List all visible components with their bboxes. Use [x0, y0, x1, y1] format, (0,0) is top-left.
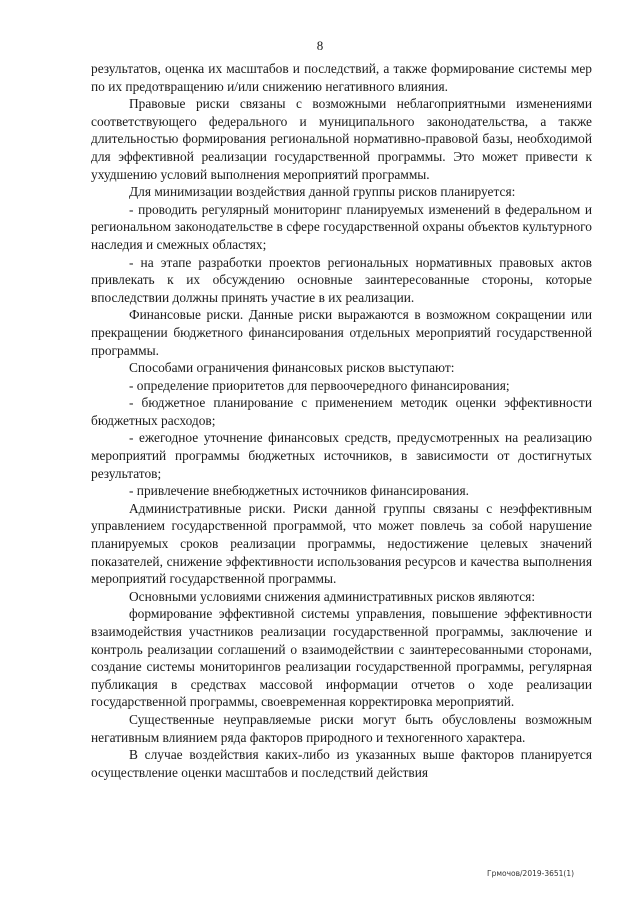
paragraph: Способами ограничения финансовых рисков выступают:: [129, 360, 455, 376]
paragraph: Финансовые риски. Данные риски выражаются в возможном сокращении или прекращении бюджетного финансирования отдельных мероприятий государственной программы.: [91, 307, 592, 358]
list-item: - бюджетное планирование с применением методик оценки эффективности бюджетных расходов;: [91, 395, 592, 428]
paragraph: Правовые риски связаны с возможными неблагоприятными изменениями соответствующего федерального и муниципального законодательства, а также длительностью формирования региональной нормативно-правовой базы, необходимой для эффективной реализации государственной программы. Это может привести к ухудшению условий выполнения мероприятий программы.: [91, 96, 592, 182]
document-body: [91, 60, 592, 781]
list-item: - проводить регулярный мониторинг планируемых изменений в федеральном и региональном законодательстве в сфере государственной охраны объектов культурного наследия и смежных областях;: [91, 201, 592, 252]
paragraph: Административные риски. Риски данной группы связаны с неэффективным управлением государственной программой, что может повлечь за собой нарушение планируемых сроков реализации программы, недостижение целевых значений показателей, снижение эффективности использования ресурсов и качества выполнения мероприятий государственной программы.: [91, 500, 592, 587]
list-item: - определение приоритетов для первоочередного финансирования;: [129, 377, 510, 393]
list-item: - на этапе разработки проектов региональных нормативных правовых актов привлекать к их обсуждению основные заинтересованные стороны, которые впоследствии должны принять участие в их реализации.: [91, 254, 592, 305]
list-item: - привлечение внебюджетных источников финансирования.: [129, 483, 469, 499]
paragraph: Основными условиями снижения административных рисков являются:: [129, 588, 536, 604]
page-number: 8: [316, 38, 324, 53]
paragraph: В случае воздействия каких-либо из указанных выше факторов планируется осуществление оценки масштабов и последствий действия: [91, 747, 592, 780]
list-item: - ежегодное уточнение финансовых средств, предусмотренных на реализацию мероприятий программы бюджетных источников, в зависимости от достигнутых результатов;: [91, 430, 592, 481]
paragraph: формирование эффективной системы управления, повышение эффективности взаимодействия участников реализации государственной программы, заключение и контроль реализации соглашений о взаимодействии с заинтересованными сторонами, создание системы мониторингов реализации государственной программы, регулярная публикация в средствах массовой информации отчетов о ходе реализации государственной программы, своевременная корректировка мероприятий.: [91, 606, 592, 710]
document-code: Грмочов/2019-3651(1): [487, 869, 575, 878]
paragraph: Для минимизации воздействия данной группы рисков планируется:: [129, 184, 516, 200]
paragraph: результатов, оценка их масштабов и последствий, а также формирование системы мер по их предотвращению и/или снижению негативного влияния.: [91, 61, 592, 94]
paragraph: Существенные неуправляемые риски могут быть обусловлены возможным негативным влиянием ряда факторов природного и техногенного характера.: [91, 711, 592, 745]
